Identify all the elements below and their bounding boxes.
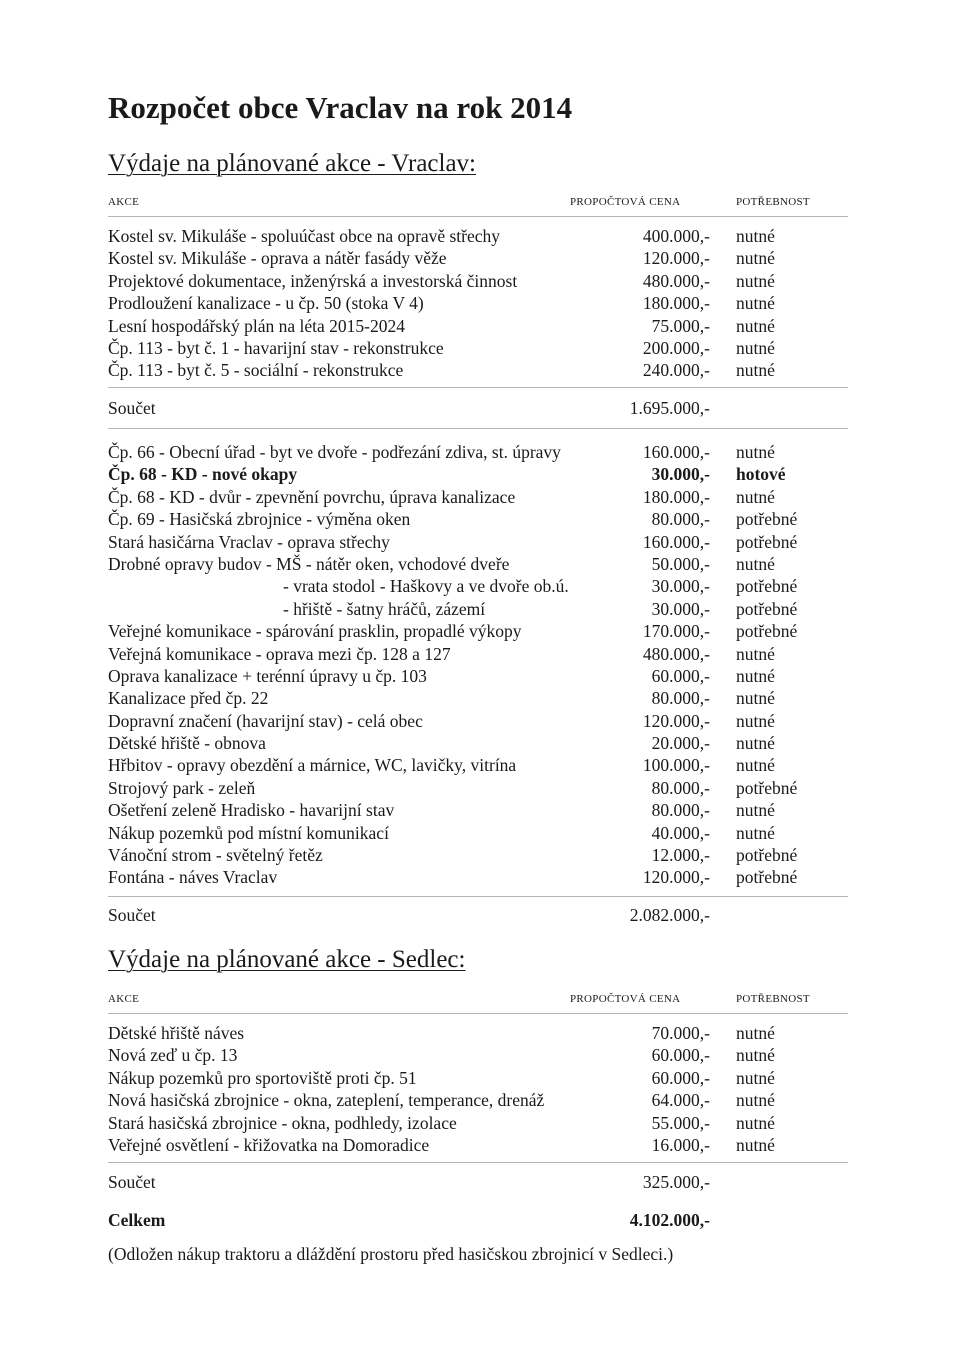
row-label: Nákup pozemků pro sportoviště proti čp. 51: [108, 1067, 417, 1088]
row-label: Oprava kanalizace + terénní úpravy u čp. 103: [108, 665, 427, 686]
budget-row: [108, 553, 848, 575]
row-need: nutné: [736, 755, 775, 776]
row-amount: 55.000,-: [651, 1112, 710, 1133]
row-need: nutné: [736, 800, 775, 821]
budget-row: [108, 315, 848, 337]
vraclav-heading: Výdaje na plánované akce - Vraclav:: [108, 150, 476, 177]
row-need: nutné: [736, 1090, 775, 1111]
row-need: nutné: [736, 643, 775, 664]
budget-row: [108, 844, 848, 866]
row-amount: 480.000,-: [642, 643, 710, 664]
budget-row: [108, 508, 848, 530]
row-amount: 200.000,-: [642, 337, 710, 358]
budget-row: [108, 247, 848, 269]
row-need: nutné: [736, 315, 775, 336]
budget-row: [108, 598, 848, 620]
divider: [108, 387, 848, 388]
row-amount: 180.000,-: [642, 486, 710, 507]
row-need: potřebné: [736, 621, 798, 642]
row-need: nutné: [736, 337, 775, 358]
row-amount: 70.000,-: [651, 1023, 710, 1043]
budget-row: [108, 225, 848, 247]
vraclav-column-header: [108, 196, 848, 212]
budget-row: [108, 486, 848, 508]
budget-row: [108, 799, 848, 821]
row-need: nutné: [736, 688, 775, 709]
column-akce: AKCE: [108, 993, 140, 1005]
row-amount: 100.000,-: [642, 755, 710, 776]
row-label: Stará hasičská zbrojnice - okna, podhledy, izolace: [108, 1112, 457, 1133]
row-label: Vánoční strom - světelný řetěz: [108, 845, 323, 866]
row-label: Kostel sv. Mikuláše - spoluúčast obce na opravě střechy: [108, 226, 501, 246]
row-amount: 240.000,-: [642, 360, 710, 381]
row-amount: 50.000,-: [651, 553, 710, 574]
budget-row: [108, 575, 848, 597]
column-potrebnost: POTŘEBNOST: [736, 993, 810, 1005]
budget-row: [108, 1089, 848, 1111]
row-label: Čp. 68 - KD - nové okapy: [108, 464, 298, 485]
vraclav-rows-b: [108, 441, 848, 889]
budget-row: [108, 1112, 848, 1134]
row-need: potřebné: [736, 598, 798, 619]
row-need: nutné: [736, 226, 775, 246]
budget-row: [108, 710, 848, 732]
row-label: Strojový park - zeleň: [108, 777, 256, 798]
budget-row: [108, 441, 848, 463]
budget-row: [108, 822, 848, 844]
row-need: potřebné: [736, 576, 798, 597]
budget-row: [108, 687, 848, 709]
sum-amount: 325.000,-: [642, 1172, 710, 1192]
row-label: Ošetření zeleně Hradisko - havarijní stav: [108, 800, 395, 821]
budget-row: [108, 732, 848, 754]
row-amount: 30.000,-: [651, 598, 710, 619]
row-amount: 80.000,-: [651, 509, 710, 530]
row-label: Čp. 113 - byt č. 1 - havarijní stav - rekonstrukce: [108, 337, 444, 358]
budget-row: [108, 620, 848, 642]
row-need: nutné: [736, 822, 775, 843]
vraclav-rows-a: [108, 225, 848, 382]
row-need: nutné: [736, 486, 775, 507]
row-label: Prodloužení kanalizace - u čp. 50 (stoka V 4): [108, 293, 424, 314]
grand-total: [108, 1208, 848, 1232]
budget-row: [108, 665, 848, 687]
row-label: Drobné opravy budov - MŠ - nátěr oken, vchodové dveře: [108, 553, 510, 574]
row-amount: 60.000,-: [651, 1045, 710, 1066]
row-label: Fontána - náves Vraclav: [108, 867, 278, 888]
row-need: nutné: [736, 270, 775, 291]
row-label: Dětské hřiště - obnova: [108, 733, 266, 754]
row-amount: 40.000,-: [651, 822, 710, 843]
divider: [108, 1013, 848, 1014]
row-need: potřebné: [736, 867, 798, 888]
row-amount: 160.000,-: [642, 442, 710, 462]
divider: [108, 428, 848, 429]
sedlec-rows: [108, 1022, 848, 1156]
sum-label: Součet: [108, 1172, 156, 1192]
column-akce: AKCE: [108, 196, 140, 208]
row-label: Veřejná komunikace - oprava mezi čp. 128 a 127: [108, 643, 451, 664]
budget-row: [108, 754, 848, 776]
row-need: nutné: [736, 1045, 775, 1066]
row-need: nutné: [736, 665, 775, 686]
row-label: Dětské hřiště náves: [108, 1023, 245, 1043]
sedlec-sum: [108, 1170, 848, 1194]
row-label: Nová hasičská zbrojnice - okna, zateplení, temperance, drenáž: [108, 1090, 545, 1111]
budget-row: [108, 1067, 848, 1089]
footnote: (Odložen nákup traktoru a dláždění prostoru před hasičskou zbrojnicí v Sedleci.): [108, 1244, 674, 1264]
row-need: nutné: [736, 442, 775, 462]
sum-label: Součet: [108, 905, 156, 925]
row-amount: 120.000,-: [642, 867, 710, 888]
row-amount: 30.000,-: [651, 576, 710, 597]
budget-row: [108, 1022, 848, 1044]
budget-row: [108, 463, 848, 485]
sum-amount: 2.082.000,-: [629, 905, 710, 925]
row-amount: 120.000,-: [642, 710, 710, 731]
row-label: Veřejné komunikace - spárování prasklin, propadlé výkopy: [108, 621, 522, 642]
row-label: Veřejné osvětlení - křižovatka na Domoradice: [108, 1134, 430, 1155]
vraclav-sum-b: [108, 903, 848, 927]
total-amount: 4.102.000,-: [629, 1210, 710, 1230]
row-need: nutné: [736, 1134, 775, 1155]
vraclav-sum-a: [108, 396, 848, 420]
budget-row: [108, 866, 848, 888]
row-label: Lesní hospodářský plán na léta 2015-2024: [108, 315, 405, 336]
row-need: nutné: [736, 1023, 775, 1043]
total-label: Celkem: [108, 1210, 166, 1230]
budget-row: [108, 531, 848, 553]
row-label: Čp. 113 - byt č. 5 - sociální - rekonstrukce: [108, 360, 404, 381]
row-label: - vrata stodol - Haškovy a ve dvoře ob.ú.: [283, 576, 569, 597]
row-label: Stará hasičárna Vraclav - oprava střechy: [108, 531, 390, 552]
row-amount: 80.000,-: [651, 688, 710, 709]
row-label: Hřbitov - opravy obezdění a márnice, WC, lavičky, vitrína: [108, 755, 517, 776]
row-amount: 60.000,-: [651, 665, 710, 686]
divider: [108, 896, 848, 897]
row-amount: 170.000,-: [642, 621, 710, 642]
row-label: Nákup pozemků pod místní komunikací: [108, 822, 389, 843]
row-amount: 180.000,-: [642, 293, 710, 314]
row-amount: 12.000,-: [651, 845, 710, 866]
column-potrebnost: POTŘEBNOST: [736, 196, 810, 208]
row-need: potřebné: [736, 845, 798, 866]
document-title: Rozpočet obce Vraclav na rok 2014: [108, 90, 573, 125]
row-need: nutné: [736, 710, 775, 731]
budget-row: [108, 337, 848, 359]
column-cena: PROPOČTOVÁ CENA: [570, 196, 681, 208]
row-need: potřebné: [736, 509, 798, 530]
row-need: nutné: [736, 360, 775, 381]
row-need: potřebné: [736, 531, 798, 552]
row-amount: 80.000,-: [651, 800, 710, 821]
row-label: Nová zeď u čp. 13: [108, 1045, 238, 1066]
row-label: Čp. 69 - Hasičská zbrojnice - výměna oken: [108, 509, 411, 530]
sedlec-column-header: [108, 993, 848, 1009]
budget-row: [108, 1044, 848, 1066]
row-need: nutné: [736, 1112, 775, 1133]
row-need: nutné: [736, 293, 775, 314]
divider: [108, 216, 848, 217]
row-amount: 16.000,-: [651, 1134, 710, 1155]
row-label: Kostel sv. Mikuláše - oprava a nátěr fasády věže: [108, 248, 447, 269]
budget-row: [108, 359, 848, 381]
row-label: Projektové dokumentace, inženýrská a investorská činnost: [108, 270, 518, 291]
row-amount: 400.000,-: [642, 226, 710, 246]
sedlec-heading: Výdaje na plánované akce - Sedlec:: [108, 946, 466, 973]
row-amount: 20.000,-: [651, 733, 710, 754]
row-label: Dopravní značení (havarijní stav) - celá obec: [108, 710, 423, 731]
row-need: hotové: [736, 464, 786, 485]
row-amount: 160.000,-: [642, 531, 710, 552]
budget-row: [108, 777, 848, 799]
row-amount: 30.000,-: [651, 464, 710, 485]
row-amount: 75.000,-: [651, 315, 710, 336]
row-need: nutné: [736, 553, 775, 574]
row-need: nutné: [736, 733, 775, 754]
row-need: potřebné: [736, 777, 798, 798]
row-label: Čp. 66 - Obecní úřad - byt ve dvoře - podřezání zdiva, st. úpravy: [108, 442, 561, 462]
row-need: nutné: [736, 248, 775, 269]
sum-amount: 1.695.000,-: [629, 398, 710, 418]
budget-row: [108, 292, 848, 314]
row-amount: 80.000,-: [651, 777, 710, 798]
column-cena: PROPOČTOVÁ CENA: [570, 993, 681, 1005]
budget-row: [108, 270, 848, 292]
budget-row: [108, 1134, 848, 1156]
row-amount: 120.000,-: [642, 248, 710, 269]
row-amount: 64.000,-: [651, 1090, 710, 1111]
budget-row: [108, 643, 848, 665]
sum-label: Součet: [108, 398, 156, 418]
divider: [108, 1162, 848, 1163]
row-amount: 480.000,-: [642, 270, 710, 291]
row-need: nutné: [736, 1067, 775, 1088]
row-amount: 60.000,-: [651, 1067, 710, 1088]
row-label: - hřiště - šatny hráčů, zázemí: [283, 598, 486, 619]
row-label: Čp. 68 - KD - dvůr - zpevnění povrchu, úprava kanalizace: [108, 486, 516, 507]
row-label: Kanalizace před čp. 22: [108, 688, 269, 709]
